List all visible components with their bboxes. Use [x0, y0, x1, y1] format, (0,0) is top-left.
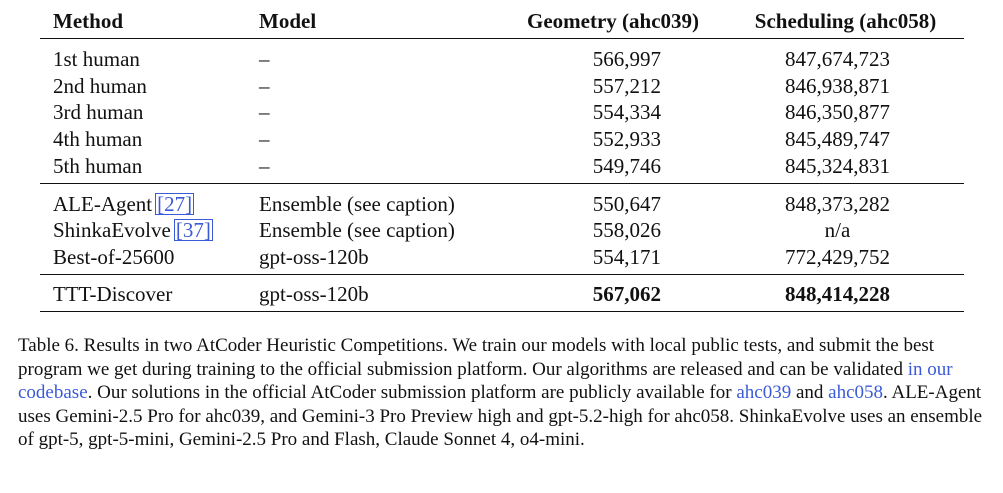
- caption-text: and: [791, 382, 829, 404]
- geometry-cell: 552,933: [592, 127, 661, 152]
- model-cell: –: [259, 100, 270, 125]
- scheduling-cell: 845,489,747: [785, 127, 890, 152]
- model-cell: –: [259, 73, 270, 98]
- scheduling-cell: 846,350,877: [785, 100, 890, 125]
- method-cell: 1st human: [53, 47, 140, 71]
- method-cell: 3rd human: [53, 100, 144, 125]
- model-cell: gpt-oss-120b: [259, 274, 513, 312]
- model-cell: –: [259, 127, 270, 152]
- citation-link[interactable]: [27]: [157, 191, 193, 216]
- header-model: Model: [259, 4, 513, 39]
- ahc039-link[interactable]: ahc039: [736, 382, 792, 404]
- table-row: [40, 39, 964, 73]
- method-cell: TTT-Discover: [40, 274, 259, 312]
- header-scheduling: Scheduling (ahc058): [711, 4, 964, 39]
- geometry-cell: 554,171: [513, 244, 711, 274]
- caption-text: . ALE-Agent uses Gemini-2.5 Pro for ahc039, and Gemini-3 Pro Preview high and gpt-5.2-high for ahc058. ShinkaEvolve uses an ensemble of gpt-5, gpt-5-mini, Gemini-2.5 Pro and Flash, Claude Sonnet 4, o4-mini.: [18, 382, 983, 451]
- method-cell: 5th human: [40, 153, 259, 183]
- model-cell: Ensemble (see caption): [259, 218, 455, 243]
- table-row: [40, 73, 964, 100]
- method-cell: 2nd human: [53, 73, 147, 98]
- method-cell: Best-of-25600: [40, 244, 259, 274]
- method-name: ShinkaEvolve: [53, 218, 171, 243]
- header-method: Method: [40, 4, 259, 39]
- method-cell: [40, 217, 259, 244]
- citation-link[interactable]: [37]: [175, 218, 211, 243]
- geometry-cell: 566,997: [592, 47, 661, 71]
- geometry-cell: 557,212: [592, 73, 661, 98]
- table-row: [40, 99, 964, 126]
- header-geometry: Geometry (ahc039): [513, 4, 711, 39]
- scheduling-cell: 846,938,871: [785, 73, 890, 98]
- caption-text: . Our solutions in the official AtCoder submission platform are publicly available for: [87, 382, 737, 404]
- geometry-cell: 549,746: [513, 153, 711, 183]
- scheduling-cell: 845,324,831: [711, 153, 964, 183]
- caption-text: Table 6. Results in two AtCoder Heuristic Competitions. We train our models with local public tests, and submit the best program we get during training to the official submission platform. Our algorithms are released and can be validated: [18, 335, 935, 380]
- method-cell: 4th human: [53, 127, 143, 152]
- table-row: [40, 126, 964, 153]
- geometry-cell: 554,334: [592, 100, 661, 125]
- scheduling-cell: 848,414,228: [711, 274, 964, 312]
- table-caption: [18, 334, 993, 452]
- model-cell: Ensemble (see caption): [259, 191, 455, 216]
- scheduling-cell: 848,373,282: [785, 191, 890, 216]
- table-row: [40, 153, 964, 183]
- geometry-cell: 550,647: [592, 191, 661, 216]
- codebase-link[interactable]: in our codebase: [18, 358, 953, 404]
- method-cell: [40, 183, 259, 217]
- table-header-row: [40, 4, 964, 39]
- ahc058-link[interactable]: ahc058: [828, 382, 884, 404]
- geometry-cell: 567,062: [513, 274, 711, 312]
- model-cell: –: [259, 153, 513, 183]
- scheduling-cell: 847,674,723: [785, 47, 890, 71]
- table-row: [40, 244, 964, 274]
- table-row: [40, 183, 964, 217]
- method-name: ALE-Agent: [53, 191, 153, 216]
- geometry-cell: 558,026: [592, 218, 661, 243]
- table-row-ours: [40, 274, 964, 312]
- model-cell: –: [259, 47, 270, 71]
- model-cell: gpt-oss-120b: [259, 244, 513, 274]
- table-row: [40, 217, 964, 244]
- scheduling-cell: 772,429,752: [711, 244, 964, 274]
- results-table: [40, 4, 964, 312]
- scheduling-cell: n/a: [824, 218, 851, 243]
